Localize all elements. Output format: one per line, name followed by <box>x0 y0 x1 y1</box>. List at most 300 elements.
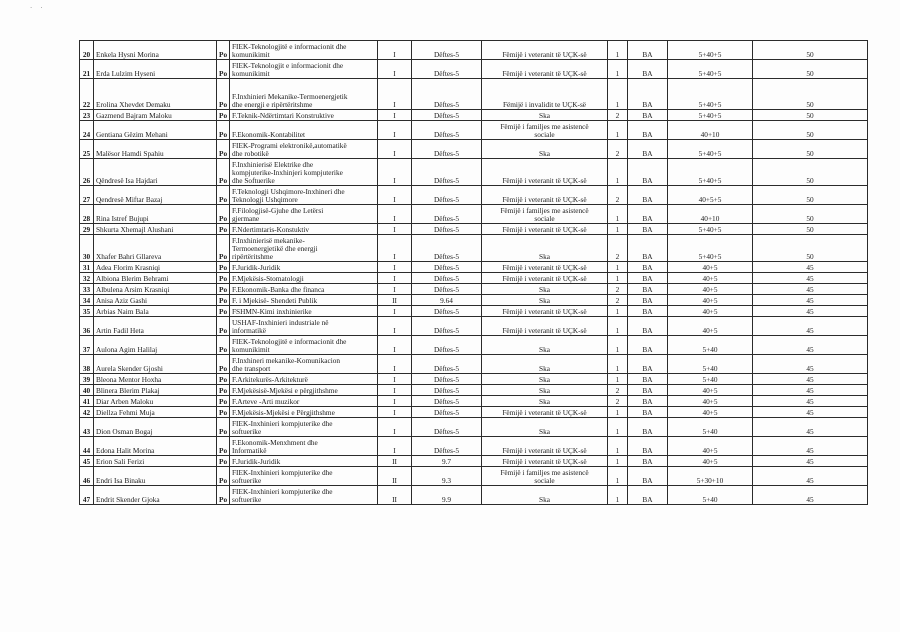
student-name: Erolina Xhevdet Demaku <box>94 79 217 110</box>
student-name: Endri Isa Binaku <box>94 467 217 486</box>
priority-number: 2 <box>608 396 628 407</box>
points-breakdown: 5+40+5 <box>668 79 753 110</box>
points-breakdown: 5+40 <box>668 336 753 355</box>
student-name: Xhafer Bahri Gllareva <box>94 235 217 262</box>
student-name: Blinera Blerim Plakaj <box>94 385 217 396</box>
total-points: 50 <box>753 186 868 205</box>
faculty-program <box>230 456 378 467</box>
study-level: BA <box>628 79 668 110</box>
faculty-program <box>230 79 378 110</box>
table-row <box>80 385 868 396</box>
points-breakdown: 40+5 <box>668 437 753 456</box>
student-name: Shkurta Xhemajl Alushani <box>94 224 217 235</box>
table-row <box>80 235 868 262</box>
points-breakdown: 5+40+5 <box>668 235 753 262</box>
table-row <box>80 224 868 235</box>
category-line: Fëmijë i veteranit të UÇK-së <box>502 195 587 204</box>
category-line: Ska <box>539 149 550 158</box>
table-row <box>80 418 868 437</box>
table-row <box>80 186 868 205</box>
student-name: Aurela Skender Gjoshi <box>94 355 217 374</box>
total-points: 50 <box>753 205 868 224</box>
study-year: I <box>378 306 412 317</box>
category-line: Ska <box>539 345 550 354</box>
points-breakdown: 40+5 <box>668 284 753 295</box>
points-breakdown: 5+30+10 <box>668 467 753 486</box>
category-line: Fëmijë i familjes me asistencë <box>500 468 589 477</box>
total-points: 50 <box>753 60 868 79</box>
faculty-line: F.Juridik-Juridik <box>232 263 281 272</box>
study-level: BA <box>628 467 668 486</box>
points-breakdown: 40+5 <box>668 262 753 273</box>
gender-flag: Po <box>217 374 230 385</box>
faculty-line: FIEK-Programi elektronikë,automatikë <box>232 141 347 150</box>
document-score: Dëftes-5 <box>412 262 482 273</box>
row-number: 33 <box>80 284 94 295</box>
faculty-line: F.Mjekësis-Mjekësi e Përgjithshme <box>232 408 335 417</box>
faculty-line: F.Arkitekurës-Arkitekturë <box>232 375 308 384</box>
table-row <box>80 374 868 385</box>
total-points: 45 <box>753 486 868 505</box>
points-breakdown: 5+40+5 <box>668 60 753 79</box>
faculty-program <box>230 235 378 262</box>
total-points: 50 <box>753 224 868 235</box>
study-level: BA <box>628 456 668 467</box>
priority-number: 1 <box>608 121 628 140</box>
row-number: 28 <box>80 205 94 224</box>
points-breakdown: 5+40 <box>668 418 753 437</box>
social-category <box>482 79 608 110</box>
gender-flag: Po <box>217 486 230 505</box>
faculty-line: kompjuterike-Inxhinjeri kompjuterike <box>232 168 343 177</box>
row-number: 45 <box>80 456 94 467</box>
study-year: I <box>378 140 412 159</box>
points-breakdown: 5+40 <box>668 355 753 374</box>
faculty-program <box>230 140 378 159</box>
study-level: BA <box>628 186 668 205</box>
student-name: Anisa Aziz Gashi <box>94 295 217 306</box>
table-row <box>80 110 868 121</box>
faculty-line: komunikimit <box>232 69 270 78</box>
gender-flag: Po <box>217 205 230 224</box>
document-score: Dëftes-5 <box>412 374 482 385</box>
row-number: 46 <box>80 467 94 486</box>
row-number: 23 <box>80 110 94 121</box>
student-name: Gentiana Gëzim Mehani <box>94 121 217 140</box>
priority-number: 2 <box>608 295 628 306</box>
faculty-program <box>230 159 378 186</box>
document-score: Dëftes-5 <box>412 273 482 284</box>
category-line: Ska <box>539 386 550 395</box>
faculty-line: Termoenergjetikë dhe energji <box>232 244 318 253</box>
faculty-program <box>230 60 378 79</box>
social-category <box>482 336 608 355</box>
student-name: Dion Osman Bogaj <box>94 418 217 437</box>
gender-flag: Po <box>217 235 230 262</box>
document-score: Dëftes-5 <box>412 159 482 186</box>
points-breakdown: 5+40+5 <box>668 110 753 121</box>
document-score: Dëftes-5 <box>412 186 482 205</box>
gender-flag: Po <box>217 306 230 317</box>
social-category <box>482 437 608 456</box>
points-breakdown: 40+5+5 <box>668 186 753 205</box>
faculty-program <box>230 317 378 336</box>
faculty-line: FIEK-Teknologjitë e informacionit dhe <box>232 337 347 346</box>
document-score: 9.3 <box>412 467 482 486</box>
faculty-program <box>230 295 378 306</box>
faculty-line: F.Inxhinieri Mekanike-Termoenergjetik <box>232 92 348 101</box>
total-points: 45 <box>753 336 868 355</box>
table-row <box>80 336 868 355</box>
faculty-line: FIEK-Teknologjitë e informacionit dhe <box>232 42 347 51</box>
gender-flag: Po <box>217 437 230 456</box>
table-row <box>80 140 868 159</box>
gender-flag: Po <box>217 41 230 60</box>
faculty-line: F.Inxhinierisë Elektrike dhe <box>232 160 314 169</box>
document-score: Dëftes-5 <box>412 60 482 79</box>
faculty-program <box>230 418 378 437</box>
study-year: I <box>378 374 412 385</box>
row-number: 40 <box>80 385 94 396</box>
priority-number: 2 <box>608 385 628 396</box>
document-score: Dëftes-5 <box>412 418 482 437</box>
faculty-line: softuerike <box>232 427 262 436</box>
points-breakdown: 40+5 <box>668 295 753 306</box>
gender-flag: Po <box>217 355 230 374</box>
table-row <box>80 396 868 407</box>
social-category <box>482 205 608 224</box>
document-score: Dëftes-5 <box>412 140 482 159</box>
faculty-program <box>230 41 378 60</box>
points-breakdown: 40+5 <box>668 306 753 317</box>
social-category <box>482 186 608 205</box>
points-breakdown: 5+40 <box>668 486 753 505</box>
study-level: BA <box>628 121 668 140</box>
student-name: Qëndresë Isa Hajdari <box>94 159 217 186</box>
faculty-program <box>230 205 378 224</box>
study-level: BA <box>628 140 668 159</box>
table-row <box>80 205 868 224</box>
study-year: I <box>378 437 412 456</box>
points-breakdown: 5+40+5 <box>668 41 753 60</box>
total-points: 45 <box>753 295 868 306</box>
priority-number: 2 <box>608 110 628 121</box>
gender-flag: Po <box>217 121 230 140</box>
student-name: Enkela Hysni Morina <box>94 41 217 60</box>
study-level: BA <box>628 273 668 284</box>
faculty-line: dhe Softuerike <box>232 176 275 185</box>
category-line: Ska <box>539 252 550 261</box>
document-score: Dëftes-5 <box>412 306 482 317</box>
category-line: Ska <box>539 111 550 120</box>
social-category <box>482 467 608 486</box>
gender-flag: Po <box>217 110 230 121</box>
priority-number: 1 <box>608 159 628 186</box>
faculty-line: F.Mjekësis-Stomatologji <box>232 274 304 283</box>
category-line: Fëmijë i veteranit të UÇK-së <box>502 408 587 417</box>
scholarship-table <box>79 40 868 505</box>
faculty-line: dhe robotikë <box>232 149 269 158</box>
study-year: II <box>378 486 412 505</box>
table-row <box>80 295 868 306</box>
study-level: BA <box>628 295 668 306</box>
table-row <box>80 41 868 60</box>
priority-number: 1 <box>608 273 628 284</box>
social-category <box>482 284 608 295</box>
gender-flag: Po <box>217 295 230 306</box>
document-score: Dëftes-5 <box>412 437 482 456</box>
row-number: 24 <box>80 121 94 140</box>
row-number: 37 <box>80 336 94 355</box>
student-name: Endrit Skender Gjoka <box>94 486 217 505</box>
document-score: Dëftes-5 <box>412 79 482 110</box>
category-line: Ska <box>539 427 550 436</box>
study-year: I <box>378 355 412 374</box>
points-breakdown: 40+10 <box>668 205 753 224</box>
study-year: I <box>378 317 412 336</box>
priority-number: 2 <box>608 186 628 205</box>
study-year: I <box>378 110 412 121</box>
priority-number: 2 <box>608 140 628 159</box>
faculty-program <box>230 262 378 273</box>
gender-flag: Po <box>217 467 230 486</box>
faculty-line: F.Teknologji Ushqimore-Inxhineri dhe <box>232 187 345 196</box>
priority-number: 1 <box>608 224 628 235</box>
faculty-line: dhe energji e ripërtëritshme <box>232 100 313 109</box>
row-number: 32 <box>80 273 94 284</box>
study-level: BA <box>628 396 668 407</box>
student-name: Diar Arben Maloku <box>94 396 217 407</box>
faculty-line: softuerike <box>232 476 262 485</box>
document-score: Dëftes-5 <box>412 235 482 262</box>
faculty-line: softuerike <box>232 495 262 504</box>
total-points: 45 <box>753 317 868 336</box>
document-score: Dëftes-5 <box>412 385 482 396</box>
social-category <box>482 295 608 306</box>
faculty-line: F.Ekonomik-Kontabilitet <box>232 130 305 139</box>
social-category <box>482 418 608 437</box>
points-breakdown: 40+5 <box>668 385 753 396</box>
points-breakdown: 5+40+5 <box>668 159 753 186</box>
category-line: Ska <box>539 495 550 504</box>
document-score: 9.64 <box>412 295 482 306</box>
total-points: 45 <box>753 374 868 385</box>
student-name: Albiona Blerim Behrami <box>94 273 217 284</box>
study-year: II <box>378 295 412 306</box>
social-category <box>482 317 608 336</box>
study-level: BA <box>628 407 668 418</box>
category-line: sociale <box>534 130 555 139</box>
social-category <box>482 396 608 407</box>
faculty-line: F.Inxhineri mekanike-Komunikacion <box>232 356 341 365</box>
points-breakdown: 40+10 <box>668 121 753 140</box>
study-year: I <box>378 159 412 186</box>
total-points: 45 <box>753 262 868 273</box>
document-score: Dëftes-5 <box>412 121 482 140</box>
gender-flag: Po <box>217 60 230 79</box>
faculty-line: FIEK-Inxhinieri kompjuterike dhe <box>232 468 333 477</box>
faculty-line: dhe transport <box>232 364 271 373</box>
row-number: 35 <box>80 306 94 317</box>
faculty-line: F.Filologjisë-Gjuhe dhe Letërsi <box>232 206 324 215</box>
study-level: BA <box>628 385 668 396</box>
priority-number: 1 <box>608 456 628 467</box>
document-score: Dëftes-5 <box>412 284 482 295</box>
table-row <box>80 121 868 140</box>
category-line: Ska <box>539 397 550 406</box>
social-category <box>482 456 608 467</box>
social-category <box>482 159 608 186</box>
study-year: I <box>378 284 412 295</box>
priority-number: 1 <box>608 437 628 456</box>
social-category <box>482 60 608 79</box>
table-row <box>80 284 868 295</box>
category-line: Fëmijë i familjes me asistencë <box>500 122 589 131</box>
row-number: 22 <box>80 79 94 110</box>
student-name: Gazmend Bajram Maloku <box>94 110 217 121</box>
gender-flag: Po <box>217 456 230 467</box>
document-score: 9.9 <box>412 486 482 505</box>
study-level: BA <box>628 374 668 385</box>
faculty-line: F.Inxhinierisë mekanike- <box>232 236 305 245</box>
document-score: Dëftes-5 <box>412 205 482 224</box>
social-category <box>482 374 608 385</box>
student-name: Diellza Fehmi Muja <box>94 407 217 418</box>
row-number: 47 <box>80 486 94 505</box>
points-breakdown: 5+40+5 <box>668 224 753 235</box>
social-category <box>482 407 608 418</box>
study-year: I <box>378 60 412 79</box>
study-year: I <box>378 385 412 396</box>
document-score: 9.7 <box>412 456 482 467</box>
social-category <box>482 306 608 317</box>
category-line: Fëmijë i veteranit të UÇK-së <box>502 274 587 283</box>
faculty-program <box>230 224 378 235</box>
points-breakdown: 5+40 <box>668 374 753 385</box>
social-category <box>482 273 608 284</box>
gender-flag: Po <box>217 273 230 284</box>
row-number: 25 <box>80 140 94 159</box>
study-year: I <box>378 79 412 110</box>
row-number: 44 <box>80 437 94 456</box>
faculty-program <box>230 110 378 121</box>
study-level: BA <box>628 262 668 273</box>
category-line: Fëmijë i veteranit të UÇK-së <box>502 176 587 185</box>
study-year: I <box>378 418 412 437</box>
study-year: I <box>378 205 412 224</box>
row-number: 26 <box>80 159 94 186</box>
faculty-line: F.Teknik-Ndërtimtari Konstruktive <box>232 111 334 120</box>
table-row <box>80 407 868 418</box>
priority-number: 1 <box>608 467 628 486</box>
faculty-line: komunikimit <box>232 345 270 354</box>
study-year: I <box>378 121 412 140</box>
priority-number: 1 <box>608 374 628 385</box>
faculty-program <box>230 396 378 407</box>
row-number: 21 <box>80 60 94 79</box>
gender-flag: Po <box>217 79 230 110</box>
study-year: I <box>378 396 412 407</box>
total-points: 45 <box>753 284 868 295</box>
priority-number: 1 <box>608 336 628 355</box>
row-number: 27 <box>80 186 94 205</box>
priority-number: 1 <box>608 407 628 418</box>
category-line: Fëmijë i veteranit të UÇK-së <box>502 446 587 455</box>
faculty-program <box>230 407 378 418</box>
faculty-line: Teknologji Ushqimore <box>232 195 298 204</box>
points-breakdown: 40+5 <box>668 407 753 418</box>
priority-number: 1 <box>608 262 628 273</box>
gender-flag: Po <box>217 407 230 418</box>
study-level: BA <box>628 336 668 355</box>
table-row <box>80 317 868 336</box>
category-line: Fëmijë i veteranit të UÇK-së <box>502 225 587 234</box>
study-level: BA <box>628 205 668 224</box>
category-line: Fëmijë i veteranit të UÇK-së <box>502 457 587 466</box>
row-number: 38 <box>80 355 94 374</box>
study-level: BA <box>628 284 668 295</box>
faculty-line: Informatikë <box>232 446 267 455</box>
priority-number: 1 <box>608 79 628 110</box>
faculty-line: F.Ndertimtaris-Konstuktiv <box>232 225 310 234</box>
student-name: Erion Sali Ferizi <box>94 456 217 467</box>
faculty-line: F.Arteve -Arti muzikor <box>232 397 300 406</box>
total-points: 45 <box>753 306 868 317</box>
social-category <box>482 262 608 273</box>
faculty-line: komunikimit <box>232 50 270 59</box>
student-name: Adea Florim Krasniqi <box>94 262 217 273</box>
total-points: 50 <box>753 235 868 262</box>
faculty-line: F. i Mjekisë- Shendeti Publik <box>232 296 318 305</box>
document-score: Dëftes-5 <box>412 317 482 336</box>
social-category <box>482 385 608 396</box>
priority-number: 1 <box>608 486 628 505</box>
study-level: BA <box>628 224 668 235</box>
priority-number: 2 <box>608 284 628 295</box>
table-row <box>80 273 868 284</box>
study-year: I <box>378 224 412 235</box>
table-row <box>80 467 868 486</box>
points-breakdown: 40+5 <box>668 273 753 284</box>
student-name: Erda Lulzim Hyseni <box>94 60 217 79</box>
gender-flag: Po <box>217 284 230 295</box>
study-level: BA <box>628 110 668 121</box>
row-number: 34 <box>80 295 94 306</box>
study-level: BA <box>628 306 668 317</box>
total-points: 45 <box>753 407 868 418</box>
priority-number: 2 <box>608 235 628 262</box>
category-line: Ska <box>539 285 550 294</box>
table-row <box>80 60 868 79</box>
faculty-program <box>230 284 378 295</box>
student-name: Rina Istref Bujupi <box>94 205 217 224</box>
category-line: Fëmijë i veteranit të UÇK-së <box>502 69 587 78</box>
faculty-program <box>230 355 378 374</box>
gender-flag: Po <box>217 385 230 396</box>
faculty-program <box>230 374 378 385</box>
study-level: BA <box>628 41 668 60</box>
faculty-program <box>230 186 378 205</box>
gender-flag: Po <box>217 262 230 273</box>
gender-flag: Po <box>217 317 230 336</box>
priority-number: 1 <box>608 355 628 374</box>
social-category <box>482 235 608 262</box>
document-score: Dëftes-5 <box>412 355 482 374</box>
study-year: II <box>378 467 412 486</box>
study-year: I <box>378 336 412 355</box>
student-name: Albulena Arsim Krasniqi <box>94 284 217 295</box>
study-year: I <box>378 186 412 205</box>
